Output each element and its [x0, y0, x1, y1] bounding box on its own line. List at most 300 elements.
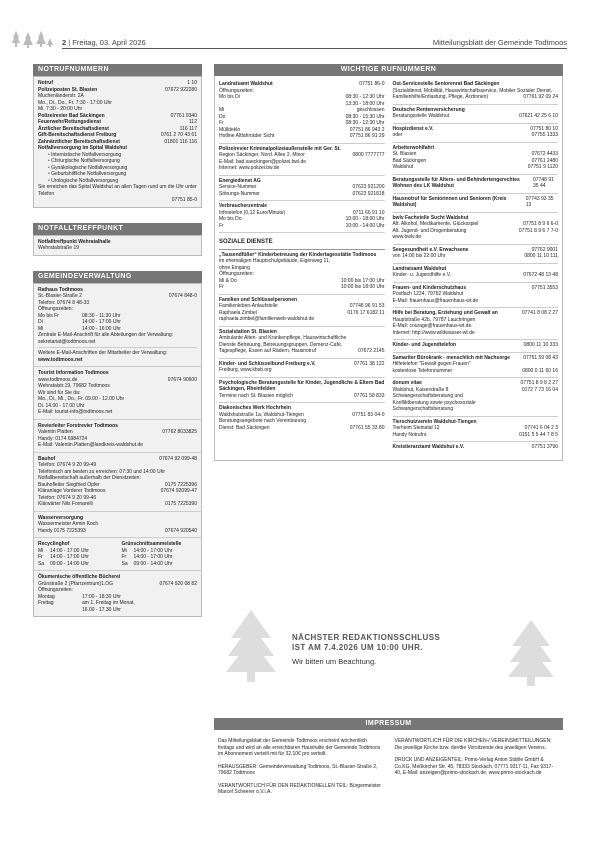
contact-block: [393, 442, 559, 454]
tourist-mail[interactable]: E-Mail: tourist-info@todtmoos.net: [38, 409, 113, 415]
tourist-hours-label: Wir sind für Sie da:: [38, 389, 81, 396]
contact-line-label: Handy Notrufnr.: [392, 431, 428, 438]
recycling-section: [34, 538, 201, 571]
buch-day: [38, 607, 82, 614]
contact-line-label: Do: [219, 113, 226, 120]
contact-heading: Seegesundheit e.V. Erwachsene: [392, 246, 469, 253]
contact-block: [219, 79, 385, 144]
rec-day: Mi: [121, 547, 127, 554]
contact-line-value: 07751 86 943 2: [349, 126, 385, 133]
contact-line-value: 10:00 bis 17:00 Uhr: [340, 277, 385, 284]
contact-heading: Polizeirevier Kriminalpolizeiaußenstelle mit Ger. St.: [219, 145, 341, 152]
contact-block: [393, 308, 559, 340]
bauhof-section: [34, 453, 201, 512]
contact-line: [219, 316, 385, 323]
contact-line-label: Infotelefon (0,12 Euro/Minute): [219, 209, 286, 216]
contact-line-value: 07623 921818: [352, 190, 385, 197]
hours-day: Di: [38, 319, 43, 325]
notruf-row-label: Notruf: [38, 80, 53, 86]
notruf-row-label: Polizeirevier Bad Säckingen: [38, 112, 105, 119]
contact-line-label: Hilfetelefon "Gewalt gegen Frauen": [392, 361, 471, 367]
contact-line-value: 0800 0 11 60 16: [522, 367, 558, 374]
contact-line: [219, 393, 385, 400]
contact-line: [219, 425, 385, 432]
notruf-row-number: 0761 2 70 43 61: [160, 132, 197, 138]
notruf-row-label: Feuerwehr/Rettungsdienst: [38, 119, 102, 125]
contact-tel: 07741 8 08 2 27: [521, 310, 558, 316]
contact-tel: 07751 3790: [531, 444, 558, 450]
contact-line-label: Ambulante Alten- und Krankenpflege, Hauswirtschaftliche: [219, 335, 347, 342]
contact-heading-row: [393, 196, 559, 209]
contact-line-value: 07761 92 09 24: [523, 94, 558, 100]
notruf-row-label: Mo., Di., Do., Fr. 7:30 - 17:00 Uhr: [38, 99, 112, 106]
contact-line: [219, 348, 385, 355]
hours-time: 08:30 - 11:30 Uhr: [82, 312, 121, 319]
hours-day: Mo bis Fr: [38, 312, 59, 319]
notruf-row-number: 112: [189, 119, 197, 125]
contact-line-value: 10:00 - 14:00 Uhr: [345, 222, 385, 229]
hours-time: 14:00 - 17:00 Uhr: [82, 319, 121, 325]
contact-line-label: Fr: [219, 222, 224, 229]
contact-tel: 07751 59 08 43: [523, 354, 558, 361]
contact-line: [219, 165, 385, 172]
contact-heading: Beratungsstelle für Alters- und Behindertengerechtes Wohnen des LK Waldshut: [392, 176, 520, 189]
contact-line: [219, 223, 385, 230]
buecherei-row: [38, 607, 197, 614]
contact-line: [393, 406, 559, 413]
contact-line-label: E-Mail: bad.saeckingen@polizei.bwl.de: [219, 158, 307, 165]
recycling-row: [38, 561, 114, 568]
contact-heading-row: [393, 177, 559, 190]
contact-heading: Landratsamt Waldshut: [392, 265, 447, 272]
contact-line-label: Termine nach St. Blasien möglich: [219, 392, 293, 399]
contact-line-label: Region Säckinger, Nord. Allee 2, Minor: [219, 152, 305, 158]
contact-heading: bwlv Fachstelle Sucht Waldshut: [392, 214, 469, 221]
contact-heading: Energiedienst AG: [219, 177, 261, 184]
contact-line-label: Öffnungszeiten:: [219, 271, 254, 278]
contact-line-label: Schwangerschaftsberatung: [392, 406, 454, 412]
contact-block: [219, 378, 385, 404]
right-area: [214, 64, 563, 461]
contact-block: [393, 105, 559, 124]
contact-line-label: Mo bis Do: [219, 216, 242, 222]
contact-line-label: (Sozialdienst, Mobilität, Hauswirtschaftsservice, Mobiler Sozialer Dienst,: [392, 87, 553, 94]
redaktion-line3: Wir bitten um Beachtung.: [292, 656, 377, 666]
contact-line-label: Hotline Altfahrräder Sicht: [219, 133, 275, 139]
contact-block: [393, 79, 559, 105]
spital-tel: 07751 85-0: [171, 197, 197, 203]
rathaus-web-link[interactable]: www.todtmoos.net: [38, 356, 83, 363]
contact-line-label: Alt. Jugend- und Drogenberatung: [392, 227, 467, 234]
notruf-row-label: Muchenländerstr. 2A: [38, 93, 84, 99]
contact-heading: Tierschutzverein Waldshut-Tiengen: [392, 418, 477, 425]
contact-block: [219, 144, 385, 176]
contact-line-value: 07672 4433: [531, 151, 558, 157]
contact-tel: 07751 80 10: [530, 125, 558, 132]
bauhof-row-label: Kläranlage Vorderer Todtmoos: [38, 488, 106, 494]
notruf-row-number: 07761 9340: [170, 112, 197, 119]
contact-tel: 07751 8 9 8 2 27: [520, 380, 558, 386]
rec-time: 14:00 - 17:00 Uhr: [133, 547, 173, 554]
bauhof-line2: Telefonisch am besten zu erreichen: 07:30 und 14:00 Uhr: [38, 468, 166, 475]
contact-tel: 07748 91 35 44: [533, 176, 554, 189]
forst-mail[interactable]: E-Mail: Valentin.Platten@landkreis-waldshut.de: [38, 442, 144, 448]
contact-heading: Hospizdienst e.V.: [392, 125, 434, 132]
contact-line-label: St. Blasien: [392, 151, 417, 157]
contact-line-label: Familienleben-Anlaufstelle: [219, 303, 278, 310]
buch-time: am 1. Freitag im Monat,: [82, 600, 135, 606]
contact-line-label: Tagespflege, Essen auf Rädern, Hausnotruf: [219, 348, 317, 355]
wasser-line1: Wassermeister Armin Koch: [38, 521, 99, 527]
tree-left-icon: [226, 610, 276, 682]
contact-line-value: 13:30 - 18:00 Uhr: [345, 100, 385, 107]
contact-heading: Frauen- und Kinderschutzhaus: [392, 284, 467, 291]
contact-line-value: 07751 8 9 6 6-0: [522, 221, 558, 227]
buch-day: Freitag: [38, 600, 54, 606]
bauhof-row-value: 0175 7225396: [165, 481, 197, 488]
rec-day: Sa: [38, 560, 45, 567]
contact-line-label: E-Mail: frauenhaus@frauenhaus-wt.de: [392, 297, 479, 304]
rec-time: 09:00 - 14:00 Uhr: [50, 560, 89, 567]
contact-line-label: Störungs-Nummer: [219, 190, 260, 197]
contact-line-label: Mi: [219, 107, 225, 113]
treff-name: Notfalltreffpunkt Wehratalhalle: [38, 238, 111, 245]
contact-block: [393, 378, 559, 417]
gemeinde-logo: [10, 30, 54, 50]
contact-line-label: von 14:00 bis 22:00 Uhr: [392, 253, 446, 259]
spital-note: Sie erreichen das Spital Waldshut an allen Tagen rund um die Uhr unter Telefon: [38, 184, 197, 197]
contact-line: [219, 133, 385, 140]
buch-day: Montag: [38, 593, 55, 600]
rec-day: Sa: [121, 560, 128, 567]
bauhof-row-value: 0175 7225390: [165, 501, 197, 507]
contact-block: [393, 175, 559, 194]
hours-day: Mi: [38, 325, 44, 332]
contact-line-value: 07751 9 1120: [527, 164, 558, 170]
contact-line-label: Beratungsstelle Waldshut: [392, 113, 450, 119]
contact-line-value: 07741 6 04 2 3: [524, 425, 558, 431]
contact-line-value: 07748 96 91 53: [349, 303, 385, 310]
contact-line: [219, 367, 385, 374]
contact-tel: 0800 11 10 333: [523, 342, 558, 348]
contact-heading: „Tausendfüßer“ Kinderbetreuung der Kindertagesstätte Todtmoos: [219, 251, 377, 258]
notruf-row-label: Polizeiposten St. Blasien: [38, 86, 98, 93]
buecherei-section: [34, 571, 201, 616]
rathaus-section: [34, 284, 201, 368]
wasser-name: Wasserversorgung: [38, 514, 84, 521]
bauhof-row: [38, 501, 197, 508]
contact-block: [393, 124, 559, 143]
tree-right-icon: [508, 620, 554, 686]
rec-day: Fr: [38, 554, 43, 560]
notruf-row-number: 07672 922280: [165, 86, 197, 93]
tourist-web[interactable]: www.todtmoos.de: [38, 376, 78, 383]
impressum-paragraph: HERAUSGEBER: Gemeindeverwaltung Todtmoos, St.-Blasier-Straße 2, 79682 Todtmoos: [218, 763, 378, 776]
tourist-tel: 07674 90600: [167, 376, 197, 383]
contact-block: [393, 417, 559, 443]
contact-block: [219, 250, 385, 295]
contact-line: [219, 191, 385, 198]
contact-line-label: Alt. Alkohol, Medikamente, Glücksspiel: [392, 221, 479, 227]
impressum-area: [214, 718, 563, 810]
contact-tel: 07751 86-0: [359, 81, 385, 87]
sozial-title: SOZIALE DIENSTE: [219, 237, 385, 250]
contact-line: [393, 164, 559, 171]
notruf-bullet: • Urologische Notfallversorgung: [48, 178, 197, 185]
contact-block: [393, 143, 559, 175]
buecherei-name: Ökumenische öffentliche Bücherei: [38, 574, 121, 580]
rec-day: Mi: [38, 547, 44, 554]
rathaus-note: Zentrale E-Mail-Anschrift für alle Abteilungen der Verwaltung: sekretariat@todtmoos.net: [38, 332, 174, 345]
contact-line-value: 08:30 - 15:30 Uhr: [345, 113, 385, 120]
wasser-section: [34, 512, 201, 539]
wasser-tel: 07674 920540: [165, 527, 197, 534]
contact-line-label: www.bwlv.de: [392, 234, 422, 240]
contact-line-label: Postfach 1224, 79762 Waldshut: [392, 291, 464, 297]
contact-line-label: Kinder- u. Jugendhilfe e.V.: [392, 272, 451, 278]
notruf-row-label: Notfallversorgung im Spital Waldshut: [38, 145, 127, 151]
contact-block: [219, 327, 385, 359]
contact-block: [393, 340, 559, 353]
contact-heading: Kinder- und Schlüsselbund Freiburg e.V.: [219, 360, 316, 367]
contact-block: [393, 264, 559, 283]
redaktion-box: [292, 633, 502, 667]
notruf-row-label: Gift-Bereitschaftsdienst Freiburg: [38, 132, 117, 138]
bauhof-row-label: Telefon: 07674 9 20 99-46: [38, 494, 97, 501]
impressum-paragraph: DRUCK UND ANZEIGENTEIL: Primo-Verlag Anton Stähle GmbH & Co.KG, Meßkircher Str. 45, 78333 Stockach, 07771 9317-11, Fax 9317-40, E-Mail: anzeigen@primo-stockach.de, www.primo-stockach.de: [394, 757, 554, 776]
contact-line-value: 07623 921200: [352, 184, 385, 190]
contact-heading: Ost-Servicestelle Seniorenrat Bad Säckingen: [392, 81, 500, 87]
contact-heading: Arbeiterwohlfahrt: [392, 144, 435, 151]
notruf-bullet: • Internistische Notfallversorgung: [48, 152, 197, 159]
contact-line-value: 07672 2145: [358, 348, 385, 355]
notruf-row-number: 01801 116 116: [164, 138, 197, 145]
contact-block: [393, 245, 559, 264]
contact-line: [393, 368, 559, 375]
contact-line-value: 0172 7 73 16 04: [521, 386, 558, 393]
contact-line-label: im ehemaligen Hauptschulgebäude, Eigenweg 11,: [219, 258, 331, 265]
notruf-row-label: Zahnärztlicher Bereitschaftsdienst: [38, 138, 120, 145]
contact-line-value: 08:30 - 12:30 Uhr: [345, 94, 385, 100]
redaktion-line2: IST AM 7.4.2026 UM 10:00 UHR.: [292, 643, 423, 653]
buecherei-tel: 07674 920 08 82: [159, 580, 197, 587]
forst-name: Revierleiter Forstrevier Todtmoos: [38, 422, 118, 429]
contact-heading: Diakonisches Werk Hochrhein: [219, 405, 291, 412]
bauhof-row-label: Bauhofleiter Siegfried Opfer: [38, 481, 100, 488]
forst-section: [34, 420, 201, 453]
contact-line-label: kostenlose Telefonnummer: [392, 367, 453, 374]
contact-line-value: 0176 17 6182 11: [347, 309, 385, 316]
contact-line-value: 10:00 - 18:00 Uhr: [345, 216, 385, 222]
contact-line-label: Tierheim Steinatal 12: [392, 425, 440, 431]
contact-line-label: E-Mail: courage@frauenhaus-wt.de: [392, 323, 472, 329]
contact-line-value: 08:30 - 12:30 Uhr: [345, 120, 385, 126]
contact-line-value: 07751 83 04-0: [352, 411, 385, 418]
impressum-paragraph: VERANTWORTLICH FÜR DEN REDAKTIONELLEN TEIL: Bürgermeister Marcel Scheerer o.V.i.A.: [218, 782, 381, 795]
header-divider: [62, 48, 567, 49]
contact-line-value: 0800 11 10 111: [524, 253, 558, 259]
gruenschnitt-name: Grünschnittsammelstelle: [121, 541, 182, 547]
treff-title: NOTFALLTREFFPUNKT: [33, 223, 202, 235]
contact-line-label: Beratungsangebote nach Vereinbarung: [219, 418, 307, 425]
rec-time: 14:00 - 17:00 Uhr: [133, 554, 173, 560]
gemeinde-box: [33, 283, 202, 618]
contact-heading: Hausnotruf für Seniorinnen und Senioren (Kreis Waldshut): [392, 195, 507, 208]
contact-line-label: oder: [392, 132, 403, 138]
notruf-row-number: 116 117: [179, 125, 197, 132]
forst-handy: Handy: 0174 6984724: [38, 435, 88, 442]
contact-heading-row: [393, 444, 559, 451]
wichtige-title: WICHTIGE RUFNUMMERN: [214, 64, 563, 76]
recycling-name: Recyclinghof: [38, 541, 70, 547]
bauhof-line1: Telefon: 07674 9 20 99-49: [38, 462, 97, 468]
rathaus-tel: Telefon: 07674 8 48-33: [38, 299, 90, 306]
hours-time: 14:00 - 16:00 Uhr: [82, 325, 121, 332]
rec-time: 09:00 - 14:00 Uhr: [133, 560, 173, 567]
contact-line-value: 07621 42 25 6 10: [519, 113, 558, 119]
wichtige-right-col: [393, 79, 559, 454]
contact-line: [393, 132, 559, 139]
contact-tel: 07762 9001: [531, 246, 558, 253]
contact-heading-row: [393, 342, 559, 349]
contact-line-label: Freiburg, www.kbsb.org: [219, 367, 272, 374]
contact-block: [219, 295, 385, 327]
impressum-paragraph: VERANTWORTLICH FÜR DIE KIRCHEN-/ VEREINSMITTEILUNGEN: Die jeweilige Kirche bzw. der/die Vorsitzende des jeweiligen Vereins.: [394, 738, 552, 751]
rec-time: 14:00 - 17:00 Uhr: [50, 547, 89, 554]
rec-day: Fr: [121, 554, 127, 560]
notruf-row-label: Ärztlicher Bereitschaftsdienst: [38, 125, 109, 132]
contact-line-label: Fr: [219, 120, 224, 126]
contact-block: [219, 359, 385, 378]
contact-line-label: raphaela.zimbel@familienweb-waldshut.de: [219, 316, 315, 323]
contact-line-label: Mülldeklo: [219, 126, 241, 133]
contact-line-value: 07751 8 9 6 7 7-0: [518, 227, 558, 234]
notruf-bullet: • Gynäkologische Notfallversorgung: [48, 165, 197, 172]
contact-heading: Landratsamt Waldshut: [219, 81, 273, 87]
contact-line-label: Fr: [219, 284, 224, 291]
contact-line-value: 07761 58 833: [353, 392, 385, 399]
contact-line-value: 07761 2480: [531, 157, 558, 164]
notruf-title: NOTRUFNUMMERN: [33, 64, 202, 76]
rec-time: 14:00 - 17:00 Uhr: [50, 554, 89, 560]
contact-line: [393, 298, 559, 305]
notruf-bullet: • Chirurgische Notfallversorgung: [48, 158, 197, 165]
buch-time: 16.00 - 17.30 Uhr: [82, 606, 121, 613]
impressum-title: IMPRESSUM: [214, 718, 563, 730]
rathaus-note2: Weitere E-Mail-Anschriften der Mitarbeiter der Verwaltung:: [38, 347, 197, 357]
contact-heading: Hilfe bei Beratung, Erziehung und Gewalt an: [392, 310, 498, 316]
contact-block: [393, 213, 559, 245]
contact-line-label: Schwangerschaftsberatung und: [392, 393, 463, 399]
contact-line-label: Internet: www.polizei.bw.de: [219, 165, 280, 171]
contact-tel: 07743 93 35 13: [525, 195, 554, 208]
bauhof-line3: Notfallbereitschaft außerhalb der Dienstzeiten:: [38, 475, 141, 481]
contact-line-value: 07751 86 91 29: [349, 133, 385, 139]
contact-heading: Familien und Schlüsselpersonen: [219, 296, 298, 303]
impressum-paragraph: Das Mitteilungsblatt der Gemeinde Todtmoos erscheint wöchentlich freitags und wird an alle erreichbaren Haushalte der Gemeinde Todtmoos im Abonnement verteilt mit für 32,10€ pro verteilt.: [218, 738, 381, 757]
contact-line: [393, 253, 559, 260]
buch-time: 17:00 - 18:30 Uhr: [82, 593, 121, 600]
contact-heading: donum vitae: [392, 380, 422, 386]
wichtige-box: [214, 76, 563, 461]
contact-line-label: Öffnungszeiten:: [219, 87, 254, 94]
redaktion-line1: NÄCHSTER REDAKTIONSSCHLUSS: [292, 633, 441, 642]
impressum-box: [214, 730, 563, 810]
treff-addr: Wehratalstraße 19: [38, 245, 80, 251]
contact-line: [393, 330, 559, 337]
notruf-bullet: • Geburtshilfliche Notfallversorgung: [48, 171, 197, 178]
recycling-row: [122, 561, 198, 568]
contact-line: [393, 113, 559, 120]
contact-line: [393, 94, 559, 101]
tourist-name: Tourist Information Todtmoos: [38, 370, 109, 376]
tourist-addr: Wehratalstr.19, 79682 Todtmoos: [38, 383, 110, 389]
forst-tel: 07762 8033825: [162, 429, 197, 435]
contact-line-value: 07755 1333: [531, 132, 558, 138]
contact-line-label: Konfliktberatung sowie psychosoziale: [392, 399, 476, 406]
contact-line-value: 10:00 bis 18:00 Uhr: [340, 284, 385, 291]
contact-heading: Sozialstation St. Blasien: [219, 328, 277, 335]
contact-heading: Deutsche Rentenversicherung: [392, 106, 465, 113]
contact-line-value: 07672 48 13 48: [523, 272, 558, 278]
contact-line-value: 0151 5 5 44 7 8 5: [519, 431, 558, 438]
contact-line-label: Dienst: Bad Säckingen: [219, 424, 270, 431]
contact-line-label: Waldshut, Kaiserstraße 8: [392, 386, 449, 393]
gemeinde-title: GEMEINDEVERWALTUNG: [33, 271, 202, 283]
contact-block: [393, 353, 559, 379]
contact-line-value: 0711 66 91 10: [352, 209, 385, 216]
contact-line-label: Dienste Betreuung, Betreuungsgruppen, Demenz-Café,: [219, 341, 343, 348]
header-title: Mitteilungsblatt der Gemeinde Todtmoos: [432, 38, 567, 47]
rathaus-name: Rathaus Todtmoos: [38, 286, 83, 293]
bauhof-row-value: 07674 92099-47: [160, 488, 197, 494]
bauhof-name: Bauhof: [38, 455, 56, 462]
contact-line-label: Mo bis Di: [219, 94, 240, 100]
rathaus-addr: St.-Blasier-Straße 2: [38, 293, 82, 299]
tourist-section: [34, 367, 201, 420]
contact-line-label: Hauptstraße 42b, 79787 Lauchringen: [392, 316, 476, 323]
contact-heading: Psychologische Beratungsstelle für Kinder, Jugendliche & Eltern Bad Säckingen, Rheinfelden: [219, 379, 385, 393]
contact-heading-row: [219, 380, 385, 393]
notruf-box: [33, 76, 202, 208]
contact-line-label: Bad Säckingen: [392, 157, 427, 164]
contact-line-label: Mi & Do: [219, 277, 237, 284]
contact-line-label: Internet: http://www.wildwasser-wt.de: [392, 329, 475, 336]
contact-block: [219, 403, 385, 434]
notruf-row-number: 1 10: [187, 80, 197, 86]
contact-block: [393, 194, 559, 213]
contact-heading: Kinder- und Jugendtelefon: [392, 342, 457, 348]
forst-person: Valentin Platten: [38, 429, 73, 435]
contact-line: [219, 284, 385, 291]
wasser-handy: Handy 0175 7225393: [38, 527, 86, 534]
contact-block: [219, 201, 385, 233]
contact-heading: Kreistierarztamt Waldshut e.V.: [392, 444, 465, 450]
contact-block: [219, 176, 385, 202]
contact-heading: Samariter Bürokrank - menschlich mit Nachsorge: [392, 354, 511, 361]
contact-line-label: Familienhilfe/Entlastung, Pflege, Ärztinnen): [392, 94, 489, 100]
contact-line: [393, 234, 559, 241]
contact-tel: 07761 38 122: [353, 360, 385, 367]
contact-heading: Verbraucherzentrale: [219, 203, 268, 209]
bauhof-tel: 07674 92 099-48: [159, 455, 197, 462]
tourist-hours-1: Mo., Di., Mi., Do., Fr. 09.00 - 12.00 Uhr: [38, 396, 125, 402]
contact-line-label: Waldshut: [392, 164, 414, 170]
bauhof-row-label: Klärwärter Nils Fornarelli: [38, 501, 93, 507]
contact-line: [393, 272, 559, 279]
contact-line-label: Waldshutstraße 1a, Waldshut-Tiengen: [219, 411, 304, 418]
contact-tel: 07751 3553: [531, 284, 558, 291]
